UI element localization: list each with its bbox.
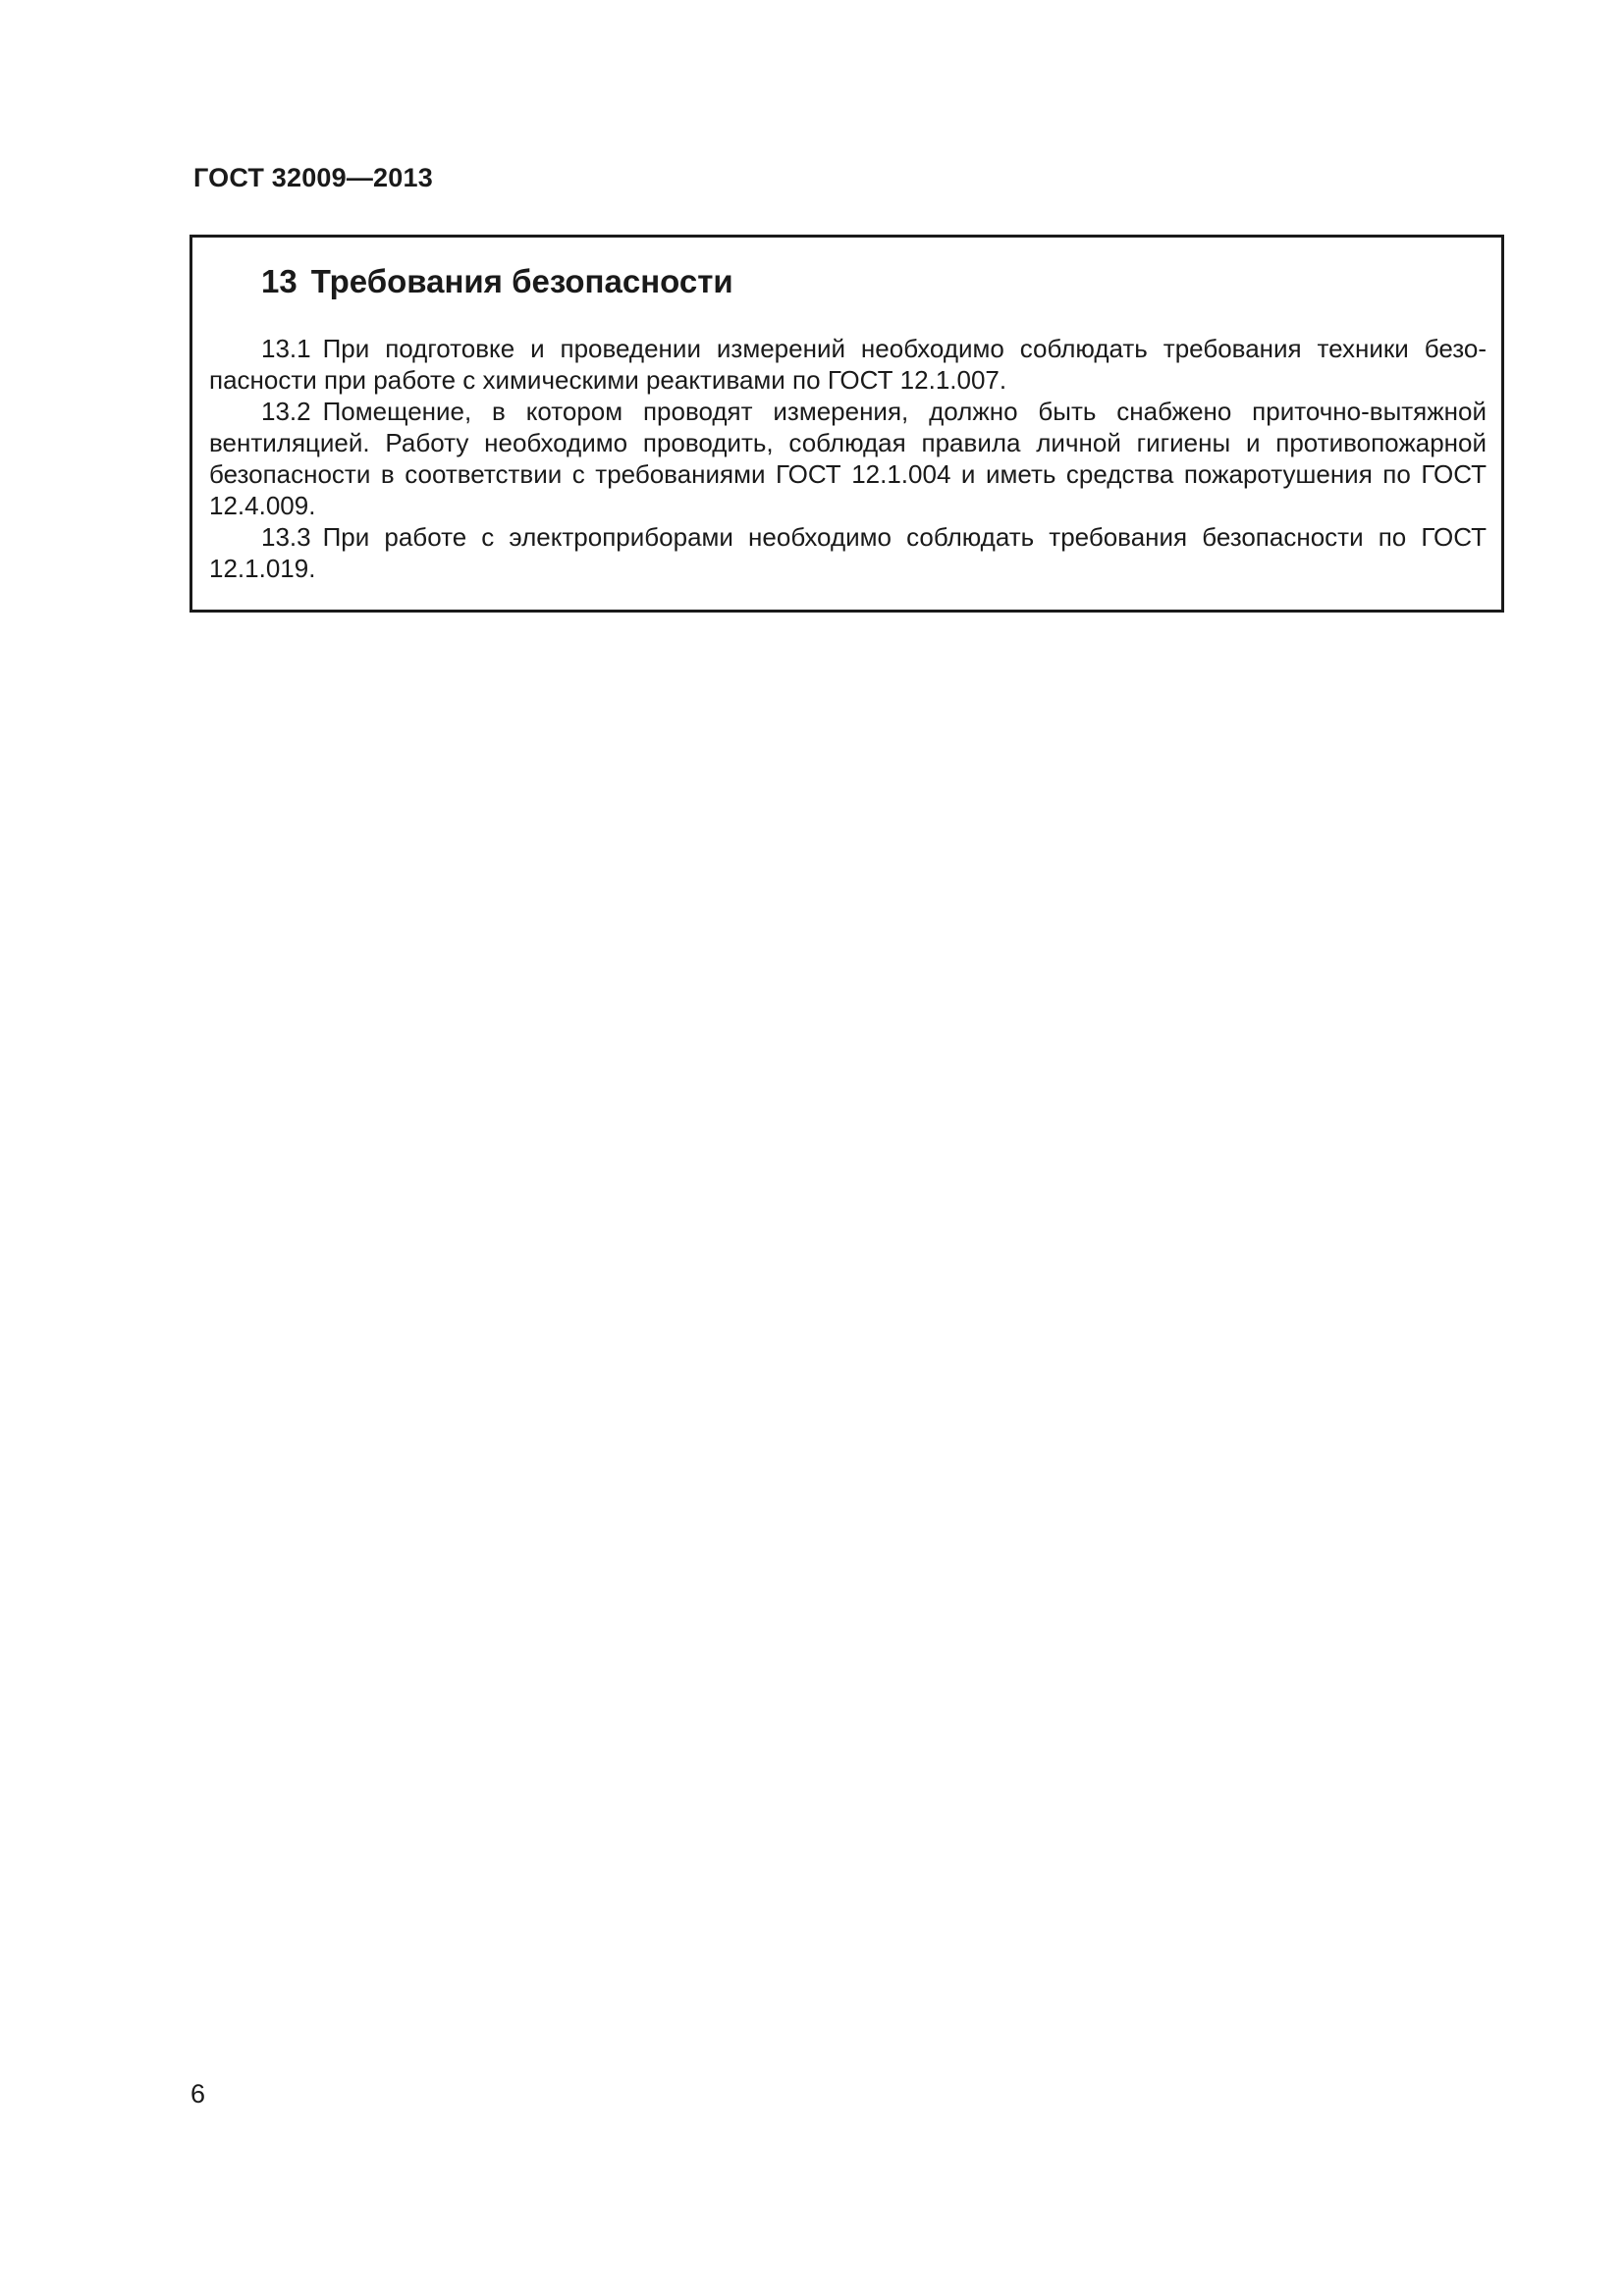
- paragraph-number: 13.3: [261, 522, 311, 552]
- document-code: ГОСТ 32009—2013: [193, 163, 433, 192]
- paragraph-13-3: [209, 521, 1487, 584]
- paragraph-13-1: [209, 333, 1487, 396]
- paragraph-text: При работе с электроприборами необходимо соблюдать требования безопасности по ГОСТ 12.1.019.: [209, 522, 1487, 583]
- paragraph-text: Помещение, в котором проводят измерения, должно быть снабжено приточно-вытяжной вентиляцией. Работу необходимо проводить, соблюдая правила личной гигиены и противопожарной безопасности в соответствии с требованиями ГОСТ 12.1.004 и иметь средства пожаротушения по ГОСТ 12.4.009.: [209, 397, 1487, 520]
- paragraph-text: При подготовке и проведении измерений необходимо соблюдать требования техники безопасности при работе с химическими реактивами по ГОСТ 12.1.007.: [209, 334, 1487, 395]
- section-number: 13: [261, 263, 298, 299]
- section-heading: [261, 263, 733, 300]
- paragraph-number: 13.1: [261, 334, 311, 363]
- section-body: [209, 333, 1487, 584]
- section-frame: [189, 235, 1504, 613]
- paragraph-number: 13.2: [261, 397, 311, 426]
- page-number: 6: [190, 2079, 206, 2109]
- section-title: Требования безопасности: [310, 263, 733, 299]
- paragraph-13-2: [209, 396, 1487, 521]
